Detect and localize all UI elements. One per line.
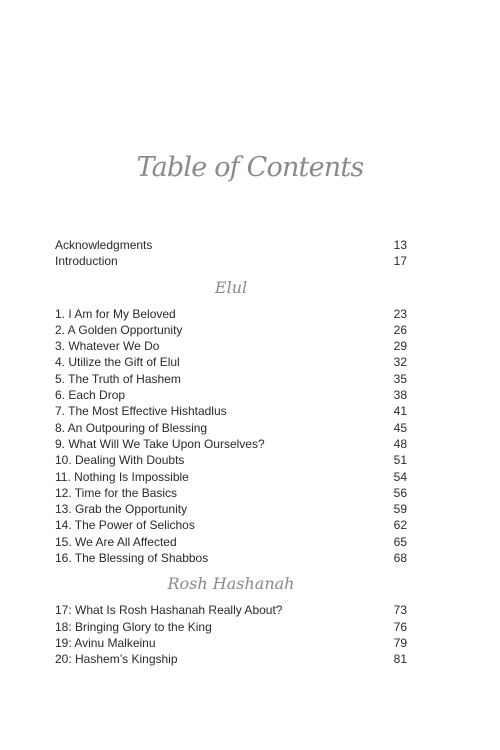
page-number: 62 — [393, 518, 407, 533]
entry-title: 4. Utilize the Gift of Elul — [55, 355, 180, 370]
toc-entry — [55, 322, 407, 338]
toc-entry — [55, 517, 407, 533]
toc-entry — [55, 651, 407, 667]
section-heading: Elul — [214, 277, 248, 297]
page-number: 41 — [393, 404, 407, 419]
entry-title: 7. The Most Effective Hishtadlus — [55, 404, 227, 419]
page-number: 29 — [393, 339, 407, 354]
entry-title: 3. Whatever We Do — [55, 339, 160, 354]
page-number: 73 — [393, 603, 407, 618]
toc-entry — [55, 452, 407, 468]
entry-title: 8. An Outpouring of Blessing — [55, 420, 208, 435]
page-number: 13 — [393, 238, 407, 252]
page-number: 65 — [393, 534, 407, 549]
entry-title: 18: Bringing Glory to the King — [55, 619, 212, 634]
page-number: 48 — [393, 436, 407, 451]
entry-title: 12. Time for the Basics — [55, 485, 178, 500]
entry-title: 19: Avinu Malkeinu — [55, 635, 156, 650]
page-number: 68 — [393, 551, 407, 566]
page-number: 51 — [393, 453, 407, 468]
toc-entry — [55, 534, 407, 550]
page-number: 35 — [393, 371, 407, 386]
entry-title: 16. The Blessing of Shabbos — [55, 551, 209, 566]
toc-entry — [55, 619, 407, 635]
toc-entry — [55, 306, 407, 322]
page-number: 26 — [393, 322, 407, 337]
page-number: 23 — [393, 306, 407, 321]
section-elul — [55, 277, 407, 567]
page-number: 45 — [393, 420, 407, 435]
section-rosh-hashanah — [55, 573, 407, 667]
section-heading: Rosh Hashanah — [167, 574, 295, 594]
entry-title: 5. The Truth of Hashem — [55, 371, 181, 386]
toc-entry — [55, 635, 407, 651]
toc-entry — [55, 469, 407, 485]
page-number: 79 — [393, 635, 407, 650]
entry-title: Introduction — [55, 254, 118, 269]
page-number: 54 — [393, 469, 407, 484]
entry-title: 20: Hashem’s Kingship — [55, 652, 178, 667]
entry-title: 2. A Golden Opportunity — [55, 322, 183, 337]
entry-title: 14. The Power of Selichos — [55, 518, 195, 533]
entry-title: 9. What Will We Take Upon Ourselves? — [55, 436, 265, 451]
toc-entry — [55, 354, 407, 370]
toc-entry — [55, 338, 407, 354]
entry-title: 15. We Are All Affected — [55, 534, 177, 549]
entry-title: 10. Dealing With Doubts — [55, 453, 185, 468]
toc-entry — [55, 485, 407, 501]
toc-entry — [55, 403, 407, 419]
page-number: 81 — [393, 652, 407, 667]
toc-entry — [55, 420, 407, 436]
page-number: 32 — [393, 355, 407, 370]
page-number: 59 — [393, 502, 407, 517]
entry-title: 6. Each Drop — [55, 388, 126, 403]
toc-entry — [55, 550, 407, 566]
page-number: 17 — [393, 254, 407, 269]
entry-title: 17: What Is Rosh Hashanah Really About? — [55, 603, 283, 618]
toc-entry — [55, 237, 407, 253]
page-number: 56 — [393, 485, 407, 500]
entry-title: 1. I Am for My Beloved — [55, 306, 176, 321]
toc-entry — [55, 436, 407, 452]
page-title: Table of Contents — [136, 152, 364, 183]
page-number: 76 — [393, 619, 407, 634]
table-of-contents — [55, 237, 407, 668]
entry-title: 11. Nothing Is Impossible — [55, 469, 189, 484]
page-number: 38 — [393, 388, 407, 403]
toc-entry — [55, 501, 407, 517]
toc-entry — [55, 253, 407, 269]
toc-entry — [55, 602, 407, 618]
toc-entry — [55, 371, 407, 387]
front-matter — [55, 237, 407, 270]
entry-title: Acknowledgments — [55, 238, 153, 252]
toc-entry — [55, 387, 407, 403]
entry-title: 13. Grab the Opportunity — [55, 502, 188, 517]
